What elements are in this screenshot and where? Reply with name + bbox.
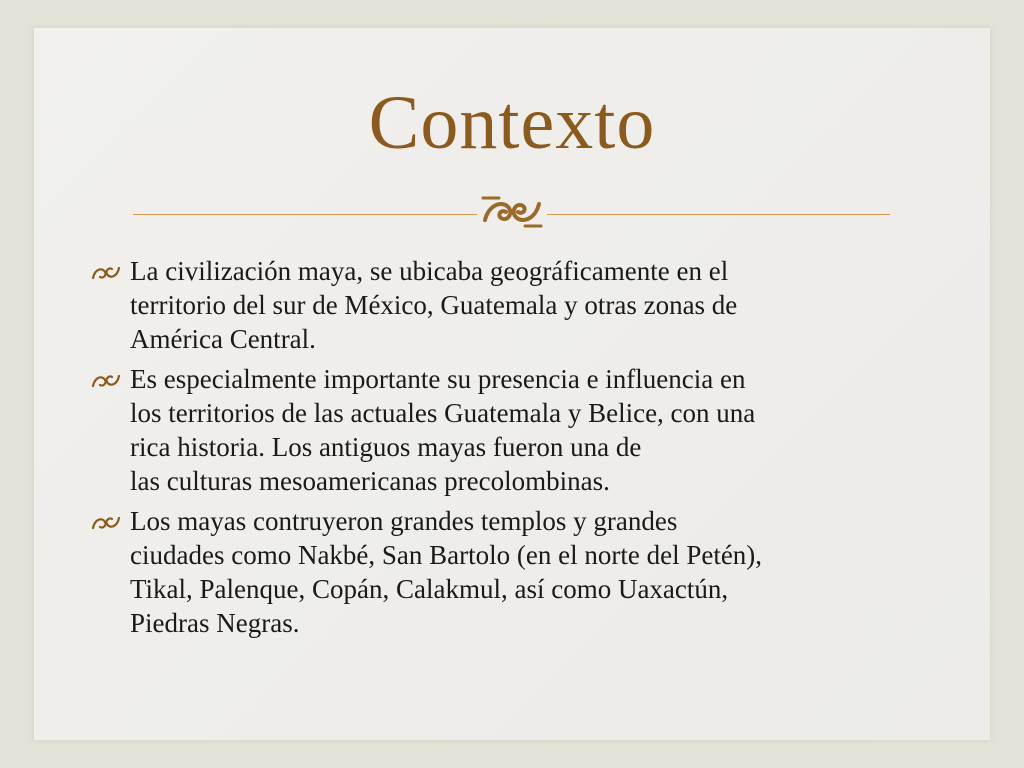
slide-title: Contexto xyxy=(368,81,656,165)
list-item xyxy=(90,362,970,498)
list-item xyxy=(90,254,970,356)
list-item xyxy=(90,504,970,640)
scroll-bullet-icon xyxy=(90,371,122,391)
scroll-ornament-icon xyxy=(479,190,545,234)
scroll-bullet-icon xyxy=(90,513,122,533)
bullet-text: Los mayas contruyeron grandes templos y grandes ciudades como Nakbé, San Bartolo (en el norte del Petén), Tikal, Palenque, Copán, Calakmul, así como Uaxactún, Piedras Negras. xyxy=(130,506,763,638)
bullet-list xyxy=(90,254,970,646)
title-divider-right xyxy=(547,214,890,215)
scroll-bullet-icon xyxy=(90,263,122,283)
bullet-text: La civilización maya, se ubicaba geográficamente en el territorio del sur de México, Guatemala y otras zonas de América Central. xyxy=(130,256,738,354)
title-divider-left xyxy=(133,214,477,215)
bullet-text: Es especialmente importante su presencia e influencia en los territorios de las actuales Guatemala y Belice, con una rica historia. Los antiguos mayas fueron una de las culturas mesoamericanas precolombinas. xyxy=(130,364,756,496)
